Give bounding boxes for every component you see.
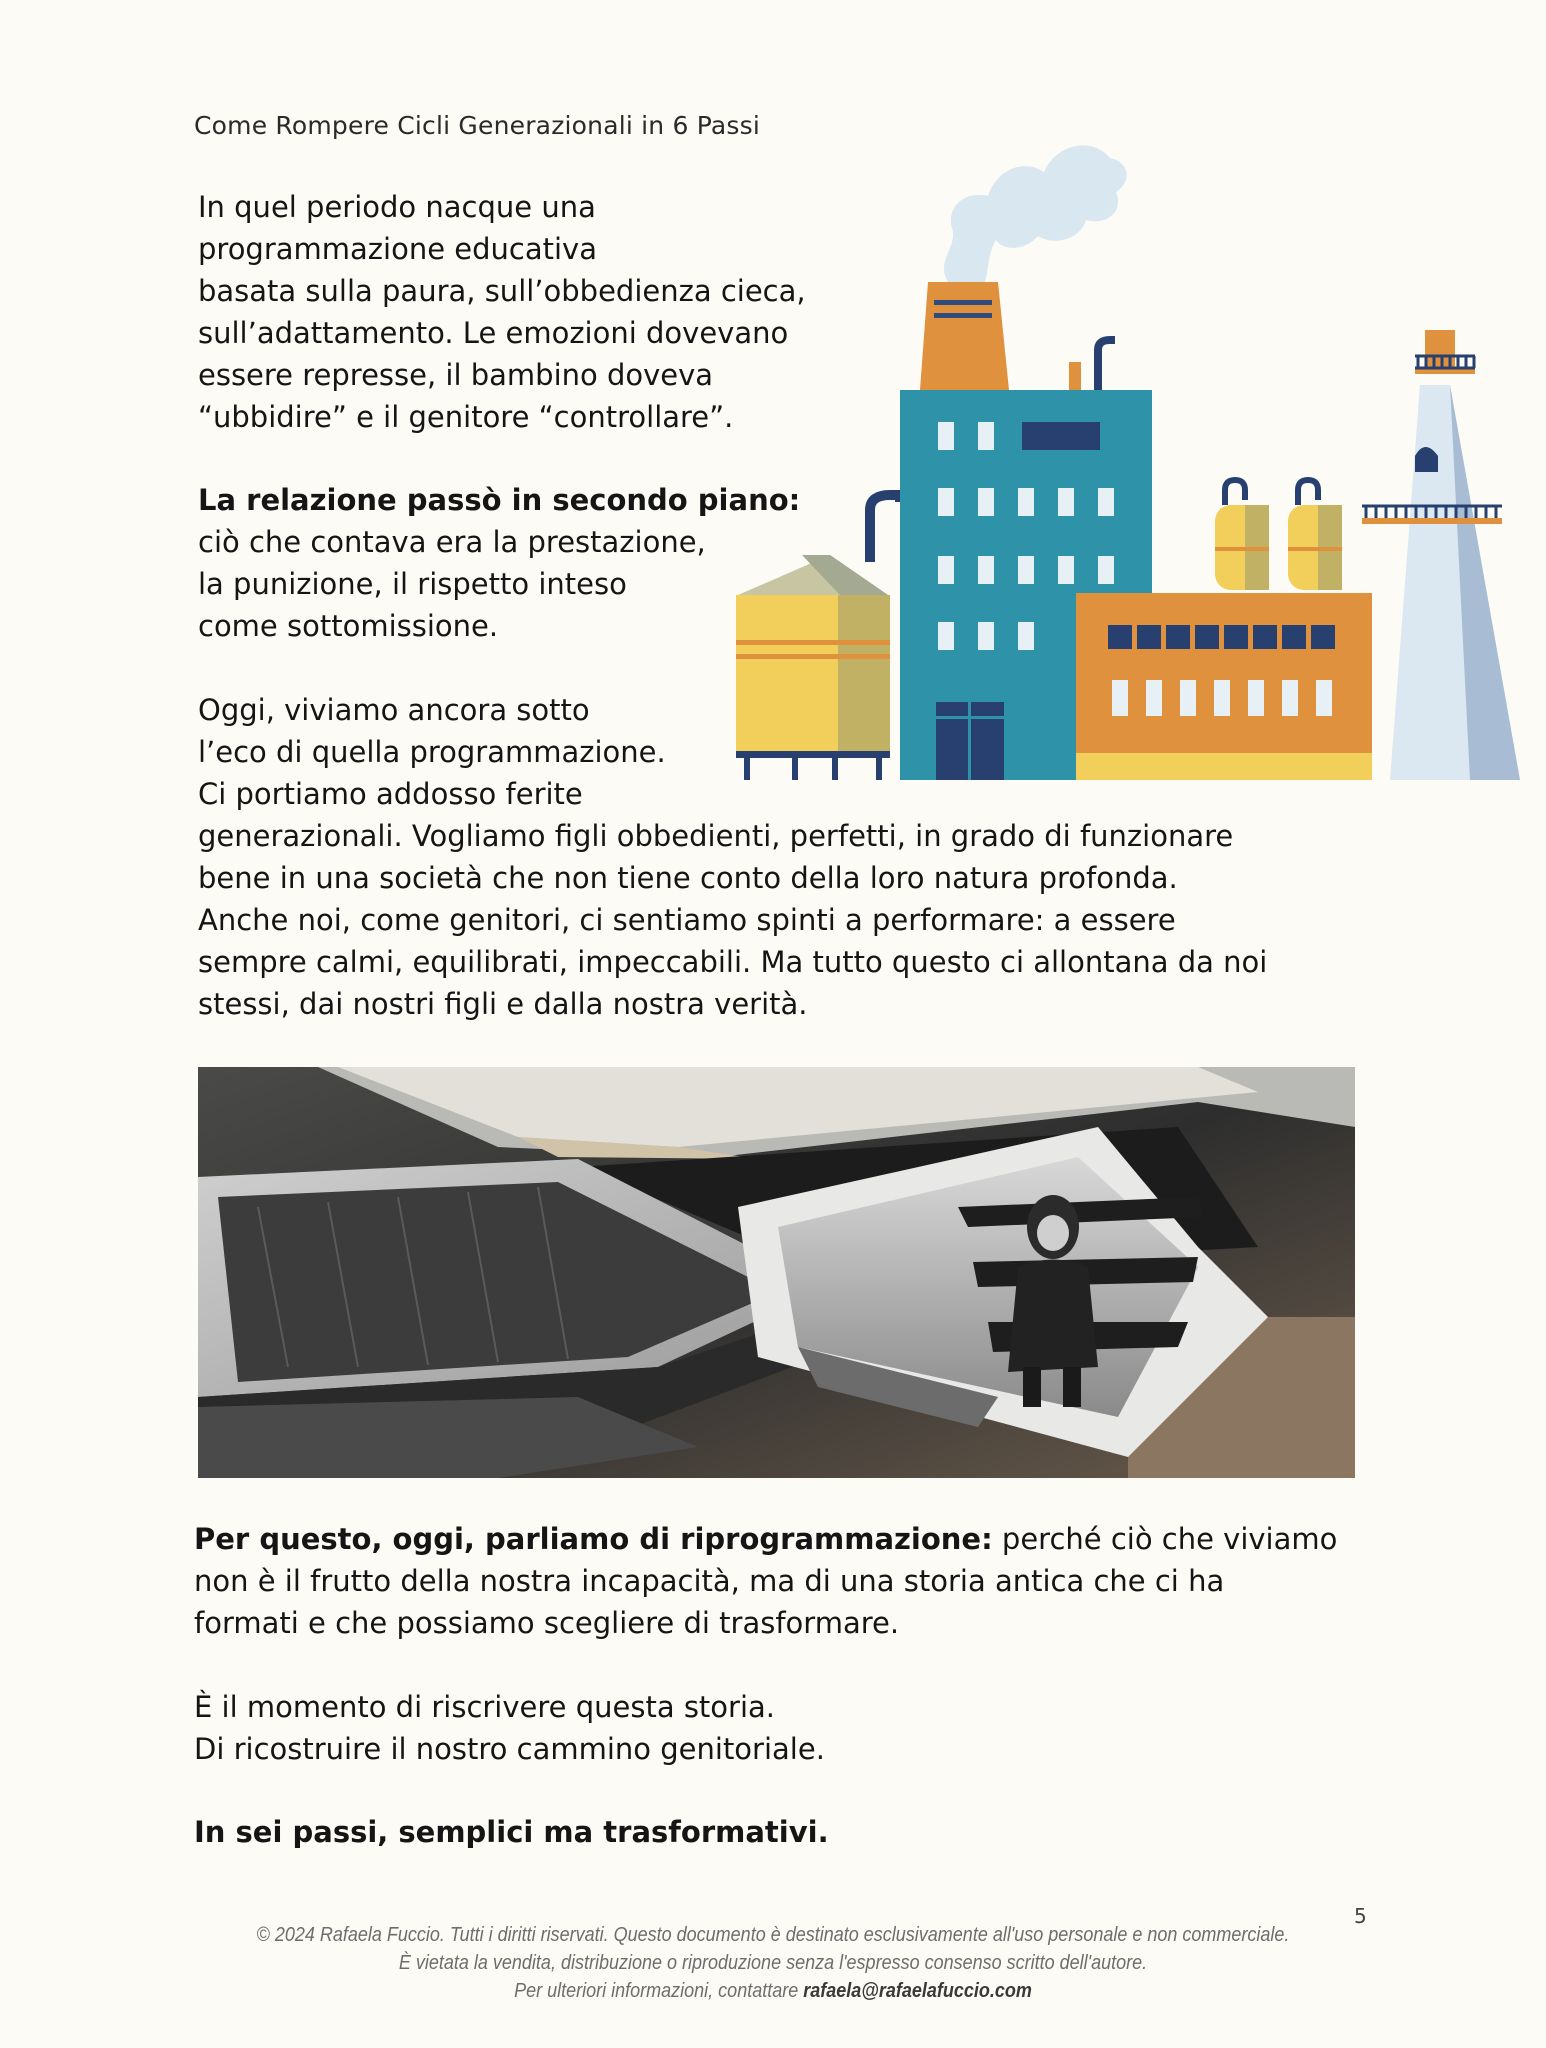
intro-line: programmazione educativa bbox=[198, 232, 597, 266]
reprogramming-line: formati e che possiamo scegliere di trasformare. bbox=[194, 1606, 900, 1640]
reprogramming-heading: Per questo, oggi, parliamo di riprogrammazione: bbox=[194, 1522, 993, 1556]
intro-line: essere represse, il bambino doveva bbox=[198, 358, 714, 392]
today-line: stessi, dai nostri figli e dalla nostra verità. bbox=[198, 987, 808, 1021]
reprogramming-line bbox=[194, 1518, 1337, 1560]
reprogramming-text: perché ciò che viviamo bbox=[992, 1522, 1338, 1556]
chimney bbox=[920, 282, 1009, 390]
today-line: generazionali. Vogliamo figli obbedienti, perfetti, in grado di funzionare bbox=[198, 819, 1234, 853]
today-line: Anche noi, come genitori, ci sentiamo spinti a performare: a essere bbox=[198, 903, 1176, 937]
factory-illustration bbox=[720, 110, 1520, 780]
page-header: Come Rompere Cicli Generazionali in 6 Passi bbox=[194, 111, 761, 140]
reprogramming-line: non è il frutto della nostra incapacità, ma di una storia antica che ci ha bbox=[194, 1564, 1225, 1598]
final-statement: In sei passi, semplici ma trasformativi. bbox=[194, 1815, 829, 1849]
today-line: l’eco di quella programmazione. bbox=[198, 735, 666, 769]
relation-line: la punizione, il rispetto inteso bbox=[198, 567, 627, 601]
smoke-cloud bbox=[944, 145, 1127, 288]
page-number: 5 bbox=[1354, 1904, 1367, 1928]
relation-line: ciò che contava era la prestazione, bbox=[198, 525, 706, 559]
intro-line: “ubbidire” e il genitore “controllare”. bbox=[198, 400, 734, 434]
relation-heading: La relazione passò in secondo piano: bbox=[198, 483, 801, 517]
today-line: Ci portiamo addosso ferite bbox=[198, 777, 583, 811]
intro-line: In quel periodo nacque una bbox=[198, 190, 596, 224]
contact-email-link[interactable]: rafaela@rafaelafuccio.com bbox=[803, 1980, 1032, 2002]
moment-line: Di ricostruire il nostro cammino genitoriale. bbox=[194, 1732, 825, 1766]
intro-line: basata sulla paura, sull’obbedienza cieca, bbox=[198, 274, 806, 308]
today-line: bene in una società che non tiene conto della loro natura profonda. bbox=[198, 861, 1178, 895]
intro-line: sull’adattamento. Le emozioni dovevano bbox=[198, 316, 789, 350]
footer-restriction: È vietata la vendita, distribuzione o riproduzione senza l'espresso consenso scritto dell'autore. bbox=[398, 1952, 1148, 1974]
footer-contact bbox=[77, 1980, 1468, 2003]
moment-line: È il momento di riscrivere questa storia. bbox=[194, 1690, 776, 1724]
footer-contact-text: Per ulteriori informazioni, contattare bbox=[514, 1980, 804, 2002]
footer-copyright: © 2024 Rafaela Fuccio. Tutti i diritti riservati. Questo documento è destinato esclusivamente all'uso personale e non commerciale. bbox=[256, 1924, 1290, 1946]
old-photographs-image bbox=[198, 1067, 1355, 1478]
today-line: Oggi, viviamo ancora sotto bbox=[198, 693, 590, 727]
today-line: sempre calmi, equilibrati, impeccabili. Ma tutto questo ci allontana da noi bbox=[198, 945, 1268, 979]
relation-line: come sottomissione. bbox=[198, 609, 499, 643]
